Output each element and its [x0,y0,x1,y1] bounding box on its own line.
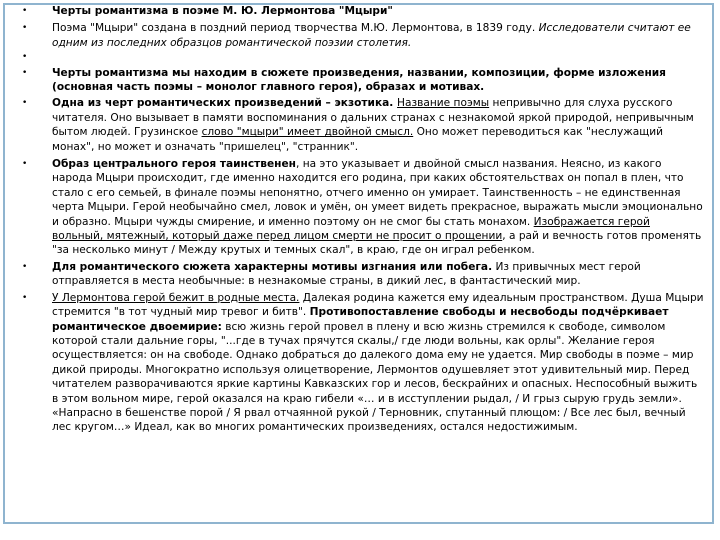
bold-text: Черты романтизма мы находим в сюжете произведения, названии, композиции, форме изложения (основная часть поэмы – монолог главного героя), образах и мотивах. [52,66,666,94]
list-item [22,50,704,64]
text-run: Исследователи считают ее одним из последних образцов романтической поэзии столетия. [52,22,691,49]
list-item [22,21,704,50]
text-run: непривычно для слуха русского читателя. Оно вызывает в памяти воспоминания о дальних странах с незнакомой яркой природой, непривычным бытом людей. Грузинское [52,97,694,139]
text-run: Далекая родина кажется ему идеальным пространством. Душа Мцыри стремится "в тот чудный мир тревог и битв". [52,291,704,319]
text-run: , а рай и вечность готов променять "за несколько минут / Между крутых и темных скал", в краю, где он играл ребенком. [52,230,702,257]
bullet-icon: • [22,261,28,272]
bullet-icon: • [22,292,28,303]
list-item [22,4,704,18]
underlined-text: слово "мцыри" имеет двойной смысл. [201,126,414,139]
text-run: Из привычных мест герой отправляется в места необычные: в незнакомые страны, в дикий лес, в фантастический мир. [52,260,641,288]
bold-text: Противопоставление свободы и несвободы подчёркивает романтическое двоемирие: [52,306,669,333]
text-run: Поэма "Мцыри" создана в поздний период творчества М.Ю. Лермонтова, в 1839 году. [52,22,539,35]
bullet-icon: • [22,23,28,34]
list-item [22,96,704,154]
list-item [22,157,704,258]
bullet-icon: • [22,6,28,16]
bullet-icon: • [22,159,28,170]
list-item [22,291,704,435]
bullet-icon: • [22,98,28,109]
bullet-icon: • [22,67,28,78]
bold-text: Одна из черт романтических произведений – экзотика. [52,97,398,110]
list-item [22,260,704,289]
underlined-text: У Лермонтова герой бежит в родные места. [52,291,300,304]
underlined-text: Изображается герой вольный, мятежный, который даже перед лицом смерти не просит о прощении [52,215,650,243]
text-run: всю жизнь герой провел в плену и всю жизнь стремился к свободе, символом которой стали дальние горы, "...где в тучах прячутся скалы,/ где люди вольны, как орлы". Желание героя осуществляется: он на свободе. Однако добраться до далекого дома ему не удается. Мир свободы в поэме – мир дикой природы. Многократно используя олицетворение, Лермонтов одушевляет этот удивительный мир. Перед читателем разворачиваются яркие картины Кавказских гор и лесов, бескрайних и опасных. Неспособный выжить в этом вольном мире, герой оказался на краю гибели «… и в исступлении рыдал, / И грыз сырую грудь земли». «Напрасно в бешенстве порой / Я рвал отчаянной рукой / Терновник, спутанный плющом: / Все лес был, вечный лес кругом…» Идеал, как во многих романтических произведениях, остался недостижимым. [52,320,698,434]
text-run: , на это указывает и двойной смысл названия. Неясно, из какого народа Мцыри происходит, где именно находится его родина, при каких обстоятельствах он попал в плен, что стало с его семьей, в финале поэмы непонятно, отчего именно он умирает. Таинственность – не единственная черта Мцыри. Герой необычайно смел, ловок и умён, он умеет видеть прекрасное, выражать мысли эмоционально и образно. Мцыри чужды смирение, и именно поэтому он не смог бы стать монахом. [52,158,703,228]
bullet-list [22,4,704,435]
bold-text: Черты романтизма в поэме М. Ю. Лермонтова "Мцыри" [52,5,393,17]
bold-text: Образ центрального героя таинственен [52,158,296,171]
bold-text: Для романтического сюжета характерны мотивы изгнания или побега. [52,260,493,273]
bullet-icon: • [22,52,28,63]
text-run: Оно может переводиться как "неслужащий монах", но может и означать "пришелец", "странник". [52,126,663,153]
list-item [22,66,704,95]
underlined-text: Название поэмы [397,97,490,110]
